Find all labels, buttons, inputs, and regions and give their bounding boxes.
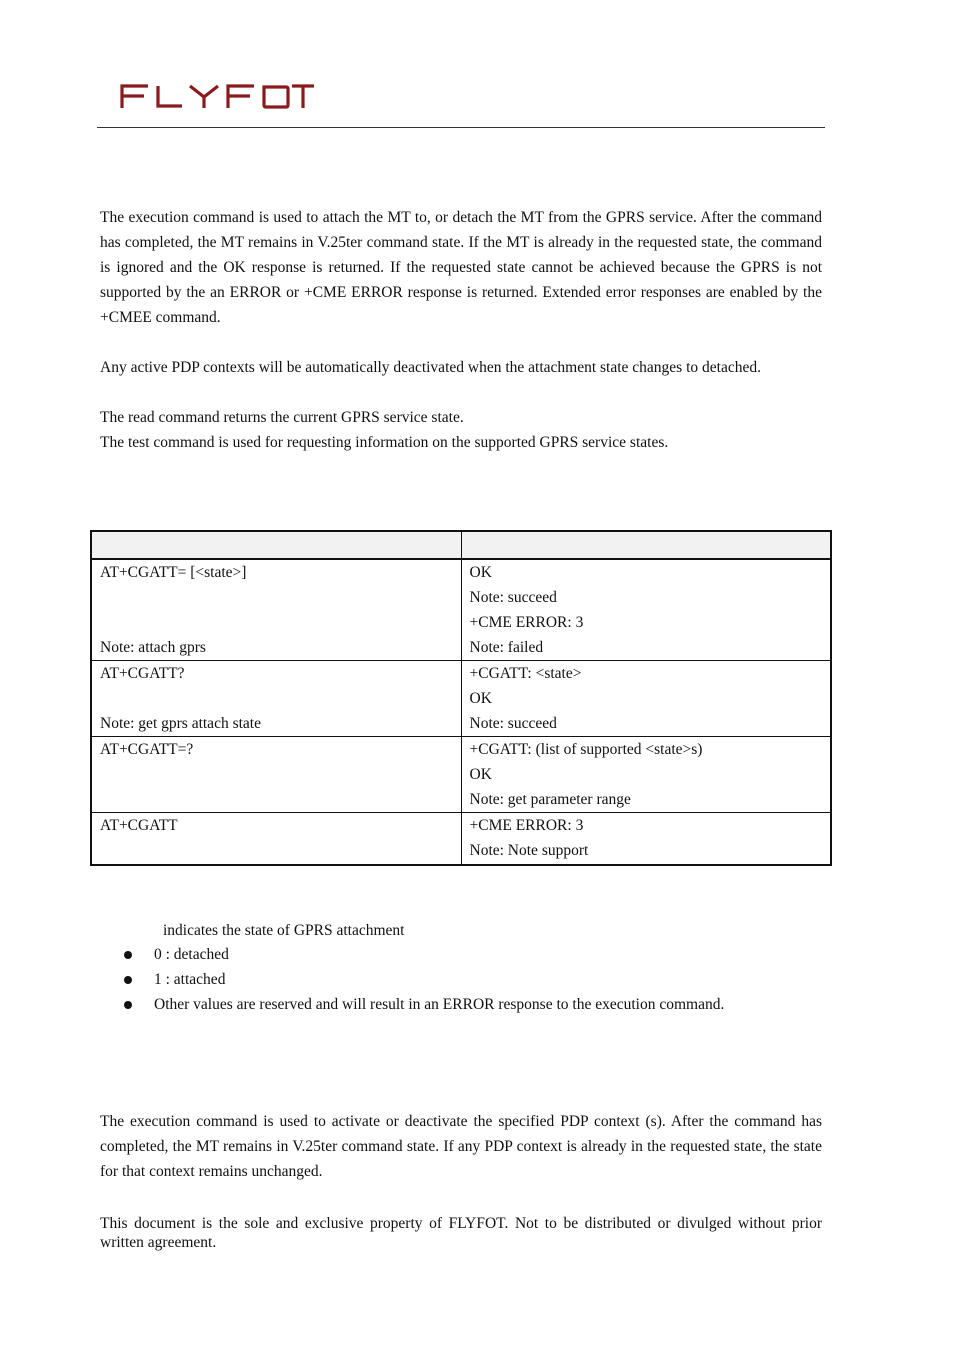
list-item-text: 1 : attached: [154, 971, 226, 988]
table-row: [91, 813, 831, 865]
response-cell: [461, 559, 831, 661]
bullet-icon: [124, 1001, 132, 1009]
state-values-list: [120, 942, 724, 1017]
list-item: [120, 967, 724, 992]
list-item-text: 0 : detached: [154, 946, 229, 963]
response-line: OK: [469, 766, 492, 783]
flyfot-logo: [118, 80, 314, 114]
command-text: AT+CGATT: [100, 817, 178, 834]
response-line: Note: get parameter range: [469, 791, 631, 808]
response-line: +CME ERROR: 3: [469, 817, 584, 834]
cgact-description: The execution command is used to activate or deactivate the specified PDP context (s). After the command has completed, the MT remains in V.25ter command state. If any PDP context is already in the requested state, the state for that context remains unchanged.: [100, 1113, 822, 1180]
command-text: AT+CGATT?: [100, 665, 185, 682]
table-row: [91, 559, 831, 661]
response-line: +CGATT: (list of supported <state>s): [469, 741, 703, 758]
table-header-response: [461, 531, 831, 559]
response-line: OK: [469, 690, 492, 707]
command-note: Note: attach gprs: [100, 639, 206, 656]
command-cell: [91, 813, 461, 865]
response-line: +CGATT: <state>: [469, 665, 582, 682]
response-line: Note: failed: [469, 639, 544, 656]
test-command-text: The test command is used for requesting information on the supported GPRS service states.: [100, 434, 669, 451]
response-line: Note: succeed: [469, 589, 557, 606]
list-item-text: Other values are reserved and will result in an ERROR response to the execution command.: [154, 996, 725, 1013]
header-divider: [97, 127, 825, 128]
command-table: [90, 530, 832, 866]
command-text: AT+CGATT=?: [100, 741, 194, 758]
command-cell: [91, 559, 461, 661]
command-cell: [91, 737, 461, 813]
command-cell: [91, 661, 461, 737]
response-line: Note: succeed: [469, 715, 557, 732]
response-line: OK: [469, 564, 492, 581]
list-item: [120, 992, 724, 1017]
list-item: [120, 942, 724, 967]
table-header-command: [91, 531, 461, 559]
response-cell: [461, 813, 831, 865]
response-line: Note: Note support: [469, 842, 589, 859]
intro-paragraph-1: The execution command is used to attach the MT to, or detach the MT from the GPRS service. After the command has completed, the MT remains in V.25ter command state. If the MT is already in the requested state, the command is ignored and the OK response is returned. If the requested state cannot be achieved because the GPRS is not supported by the an ERROR or +CME ERROR response is returned. Extended error responses are enabled by the +CMEE command.: [100, 209, 822, 326]
response-line: +CME ERROR: 3: [469, 614, 584, 631]
table-row: [91, 737, 831, 813]
table-header-row: [91, 531, 831, 559]
command-text: AT+CGATT= [<state>]: [100, 564, 247, 581]
bullet-icon: [124, 951, 132, 959]
flyfot-logo-mark: [118, 80, 314, 114]
read-command-text: The read command returns the current GPRS service state.: [100, 409, 464, 426]
response-cell: [461, 737, 831, 813]
table-row: [91, 661, 831, 737]
response-cell: [461, 661, 831, 737]
bullet-icon: [124, 976, 132, 984]
state-parameter-description: indicates the state of GPRS attachment: [163, 922, 405, 939]
intro-paragraph-2: Any active PDP contexts will be automatically deactivated when the attachment state changes to detached.: [100, 359, 761, 376]
command-note: Note: get gprs attach state: [100, 715, 261, 732]
footer-disclaimer: This document is the sole and exclusive property of FLYFOT. Not to be distributed or divulged without prior written agreement.: [100, 1215, 822, 1251]
